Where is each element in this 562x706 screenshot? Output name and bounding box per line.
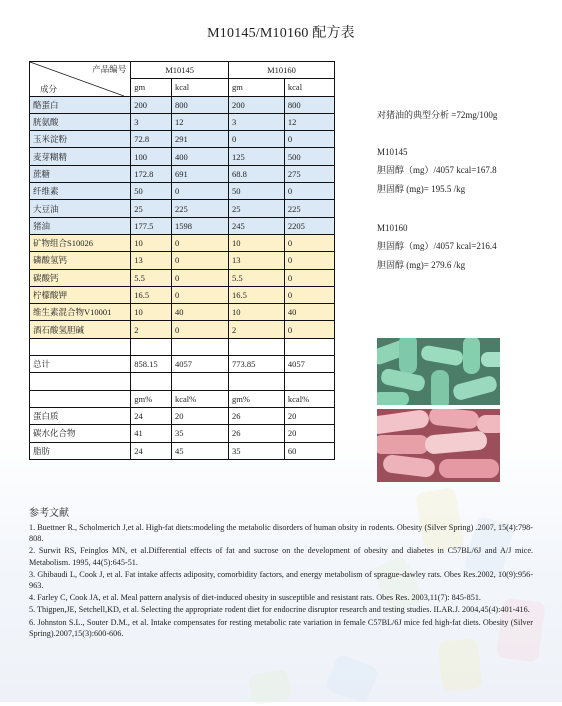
ingredient-value: 40	[172, 304, 229, 321]
reference-item: 6. Johnston S.L., Souter D.M., et al. Intake compensates for resting metabolic rate variation in female C57BL/6J mice fed high-fat diets. Obesity (Silver Spring).2007,15(3):600-606.	[29, 617, 533, 638]
percent-row	[30, 425, 335, 442]
ingredient-value: 0	[172, 252, 229, 269]
ingredient-value: 0	[172, 321, 229, 338]
m10145-note-title: M10145	[377, 147, 408, 157]
green-pellet-photo	[377, 338, 500, 405]
ingredient-name: 酪蛋白	[30, 96, 131, 113]
percent-row	[30, 407, 335, 424]
unit-cell: kcal	[284, 79, 334, 96]
ingredient-value: 13	[131, 252, 172, 269]
green-pellets-image	[377, 338, 500, 405]
ingredient-value: 225	[172, 200, 229, 217]
product-header-m10145: M10145	[131, 62, 229, 79]
ingredient-row	[30, 286, 335, 303]
reference-item: 4. Farley C, Cook JA, et al. Meal pattern analysis of diet-induced obesity in susceptible and resistant rats. Obes Res. 2003,11(7): 845-851.	[29, 593, 481, 603]
ingredient-name: 蔗糖	[30, 165, 131, 182]
ingredient-value: 0	[172, 269, 229, 286]
ingredient-name: 维生素混合物V10001	[30, 304, 131, 321]
ingredient-row	[30, 131, 335, 148]
ingredient-row	[30, 148, 335, 165]
macronutrient-value: 60	[284, 442, 334, 459]
ingredient-value: 177.5	[131, 217, 172, 234]
ingredient-value: 72.8	[131, 131, 172, 148]
ingredient-name: 玉米淀粉	[30, 131, 131, 148]
ingredient-row	[30, 217, 335, 234]
ingredient-value: 291	[172, 131, 229, 148]
references-section	[29, 504, 533, 640]
total-value: 858.15	[131, 356, 172, 373]
percent-header-cell: gm%	[229, 390, 285, 407]
m10160-note-title: M10160	[377, 223, 408, 233]
spacer-row	[30, 373, 335, 390]
ingredient-value: 0	[284, 252, 334, 269]
reference-item: 2. Surwit RS, Feinglos MN, et al.Differential effects of fat and sucrose on the development of obesity and diabetes in C57BL/6J and A/J mice. Metabolism. 1995, 44(5):645-51.	[29, 546, 533, 567]
ingredient-value: 0	[284, 131, 334, 148]
ingredient-row	[30, 269, 335, 286]
page-title: M10145/M10160 配方表	[207, 26, 355, 41]
ingredient-name: 大豆油	[30, 200, 131, 217]
ingredient-value: 172.8	[131, 165, 172, 182]
ingredient-value: 12	[172, 113, 229, 130]
ingredient-value: 500	[284, 148, 334, 165]
macronutrient-value: 24	[131, 407, 172, 424]
diagonal-header-cell	[30, 62, 131, 97]
total-label: 总计	[30, 356, 131, 373]
ingredient-value: 25	[131, 200, 172, 217]
pink-pellets-image	[377, 409, 500, 482]
ingredient-value: 2205	[284, 217, 334, 234]
background-pellet-decoration	[438, 638, 482, 691]
ingredient-value: 245	[229, 217, 285, 234]
ingredient-row	[30, 304, 335, 321]
m10160-cholesterol-per-kg: 胆固醇 (mg)= 279.6 /kg	[377, 260, 466, 270]
ingredient-value: 0	[284, 234, 334, 251]
reference-item: 5. Thigpen,JE, Setchell,KD, et al. Selecting the appropriate rodent diet for endocrine disruptor research and testing studies. ILAR.J. 2004,45(4):401-416.	[29, 605, 530, 615]
macronutrient-value: 20	[172, 407, 229, 424]
ingredient-value: 50	[229, 183, 285, 200]
ingredient-name: 磷酸氢钙	[30, 252, 131, 269]
ingredient-value: 225	[284, 200, 334, 217]
ingredient-name: 酒石酸氢胆碱	[30, 321, 131, 338]
header-ingredient-label: 成分	[40, 83, 58, 94]
macronutrient-value: 24	[131, 442, 172, 459]
ingredient-value: 0	[284, 286, 334, 303]
macronutrient-name: 蛋白质	[30, 407, 131, 424]
ingredient-value: 0	[172, 183, 229, 200]
ingredient-row	[30, 113, 335, 130]
m10145-cholesterol-per-kg: 胆固醇 (mg)= 195.5 /kg	[377, 184, 466, 194]
ingredient-value: 40	[284, 304, 334, 321]
ingredient-value: 10	[229, 234, 285, 251]
ingredient-row	[30, 183, 335, 200]
product-header-m10160: M10160	[229, 62, 335, 79]
ingredient-row	[30, 96, 335, 113]
ingredient-value: 2	[131, 321, 172, 338]
ingredient-value: 10	[131, 304, 172, 321]
ingredient-name: 麦芽糊精	[30, 148, 131, 165]
ingredient-value: 0	[284, 183, 334, 200]
table-header-row	[30, 62, 335, 79]
ingredient-value: 400	[172, 148, 229, 165]
ingredient-value: 5.5	[229, 269, 285, 286]
macronutrient-value: 35	[229, 442, 285, 459]
ingredient-row	[30, 234, 335, 251]
ingredient-value: 1598	[172, 217, 229, 234]
ingredient-value: 68.8	[229, 165, 285, 182]
ingredient-value: 0	[172, 234, 229, 251]
ingredient-row	[30, 200, 335, 217]
total-row	[30, 356, 335, 373]
total-value: 4057	[172, 356, 229, 373]
percent-header-cell: kcal%	[172, 390, 229, 407]
ingredient-value: 800	[172, 96, 229, 113]
ingredient-name: 猪油	[30, 217, 131, 234]
ingredient-row	[30, 165, 335, 182]
ingredient-row	[30, 321, 335, 338]
unit-cell: gm	[229, 79, 285, 96]
ingredient-value: 13	[229, 252, 285, 269]
unit-cell: gm	[131, 79, 172, 96]
ingredient-value: 12	[284, 113, 334, 130]
header-product-code-label: 产品编号	[92, 64, 127, 74]
macronutrient-name: 脂肪	[30, 442, 131, 459]
ingredient-value: 10	[131, 234, 172, 251]
ingredient-value: 50	[131, 183, 172, 200]
ingredient-value: 2	[229, 321, 285, 338]
ingredient-row	[30, 252, 335, 269]
macronutrient-value: 45	[172, 442, 229, 459]
ingredient-value: 800	[284, 96, 334, 113]
reference-item: 3. Ghibaudi L, Cook J, et al. Fat intake affects adiposity, comorbidity factors, and energy metabolism of sprague-dawley rats. Obes Res.2002, 10(9):956-963.	[29, 569, 533, 591]
ingredient-name: 碳酸钙	[30, 269, 131, 286]
percent-header-row	[30, 390, 335, 407]
pink-pellet-photo	[377, 409, 500, 482]
spacer-row	[30, 338, 335, 355]
percent-row	[30, 442, 335, 459]
ingredient-name: 胱氨酸	[30, 113, 131, 130]
percent-header-cell: gm%	[131, 390, 172, 407]
ingredient-value: 10	[229, 304, 285, 321]
ingredient-value: 25	[229, 200, 285, 217]
macronutrient-value: 26	[229, 407, 285, 424]
formula-table	[29, 61, 335, 460]
ingredient-value: 3	[131, 113, 172, 130]
macronutrient-name: 碳水化合物	[30, 425, 131, 442]
total-value: 773.85	[229, 356, 285, 373]
macronutrient-value: 35	[172, 425, 229, 442]
macronutrient-value: 20	[284, 425, 334, 442]
ingredient-value: 125	[229, 148, 285, 165]
ingredient-value: 0	[172, 286, 229, 303]
ingredient-name: 矿物组合S10026	[30, 234, 131, 251]
total-value: 4057	[284, 356, 334, 373]
ingredient-value: 0	[284, 269, 334, 286]
m10160-cholesterol-per-kcal: 胆固醇（mg）/4057 kcal=216.4	[377, 241, 497, 251]
ingredient-value: 3	[229, 113, 285, 130]
macronutrient-value: 41	[131, 425, 172, 442]
ingredient-value: 16.5	[131, 286, 172, 303]
macronutrient-value: 26	[229, 425, 285, 442]
reference-item: 1. Buettner R., Scholmerich J,et al. High-fat diets:modeling the metabolic disorders of human obsity in rodents. Obesity (Silver Spring) .2007, 15(4):798-808.	[29, 523, 533, 544]
ingredient-value: 200	[229, 96, 285, 113]
ingredient-value: 275	[284, 165, 334, 182]
references-title: 参考文献	[29, 508, 69, 519]
ingredient-value: 16.5	[229, 286, 285, 303]
percent-header-cell: kcal%	[284, 390, 334, 407]
ingredient-name: 纤维素	[30, 183, 131, 200]
ingredient-value: 0	[229, 131, 285, 148]
ingredient-name: 柠檬酸钾	[30, 286, 131, 303]
ingredient-value: 0	[284, 321, 334, 338]
lard-analysis-note: 对猪油的典型分析 =72mg/100g	[377, 110, 498, 120]
ingredient-value: 5.5	[131, 269, 172, 286]
macronutrient-value: 20	[284, 407, 334, 424]
ingredient-value: 200	[131, 96, 172, 113]
unit-cell: kcal	[172, 79, 229, 96]
ingredient-value: 691	[172, 165, 229, 182]
m10145-cholesterol-per-kcal: 胆固醇（mg）/4057 kcal=167.8	[377, 165, 497, 175]
ingredient-value: 100	[131, 148, 172, 165]
